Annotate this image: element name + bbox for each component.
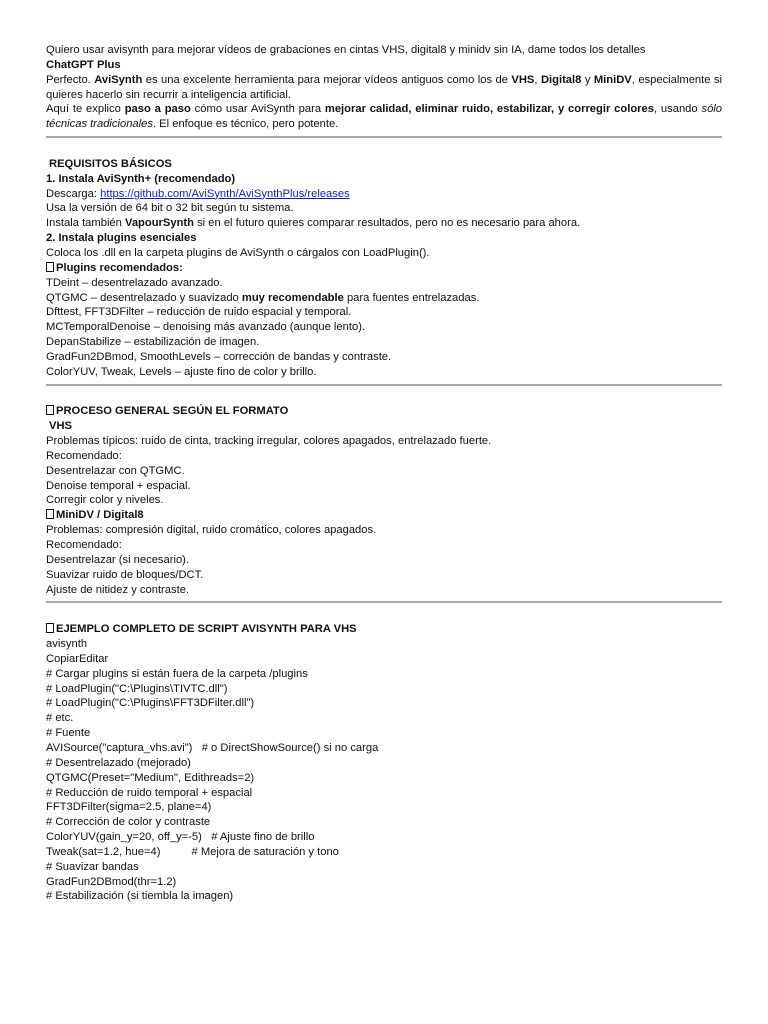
minidv-line: Problemas: compresión digital, ruido cromático, colores apagados. (46, 524, 377, 537)
code-line: # Cargar plugins si están fuera de la carpeta /plugins (46, 667, 308, 680)
ejemplo-heading (46, 622, 722, 637)
code-line: # LoadPlugin("C:\Plugins\FFT3DFilter.dll") (46, 697, 255, 710)
missing-glyph-icon (46, 262, 54, 272)
user-question: Quiero usar avisynth para mejorar vídeos de grabaciones en cintas VHS, digital8 y minidv sin IA, dame todos los detalles (46, 44, 646, 56)
code-line: # etc. (46, 712, 74, 725)
dll-note: Coloca los .dll en la carpeta plugins de AviSynth o cárgalos con LoadPlugin(). (46, 246, 430, 259)
missing-glyph-icon (46, 509, 54, 519)
text-run-bold: mejorar calidad, eliminar ruido, estabilizar, y corregir colores (324, 103, 654, 116)
copy-edit-button[interactable]: CopiarEditar (46, 652, 109, 665)
download-link[interactable]: https://github.com/AviSynth/AviSynthPlus/releases (100, 187, 350, 200)
text-run: Aquí te explico (46, 103, 125, 116)
vhs-line: Problemas típicos: ruido de cinta, tracking irregular, colores apagados, entrelazado fuerte. (46, 435, 492, 448)
section-divider (46, 384, 722, 386)
code-line: # Reducción de ruido temporal + espacial (46, 786, 253, 799)
minidv-line: Suavizar ruido de bloques/DCT. (46, 568, 204, 581)
step-2-heading: 2. Instala plugins esenciales (46, 232, 197, 245)
text-run: cómo usar AviSynth para (190, 103, 325, 116)
plugin-item: MCTemporalDenoise – denoising más avanzado (aunque lento). (46, 321, 366, 334)
text-run: , usando (653, 103, 702, 116)
text-run: si en el futuro quieres comparar resultados, pero no es necesario para ahora. (193, 217, 581, 230)
missing-glyph-icon (46, 623, 54, 633)
code-line: # Corrección de color y contraste (46, 816, 211, 829)
text-run-bold: VapourSynth (124, 217, 194, 230)
plugin-item: GradFun2DBmod, SmoothLevels – corrección de bandas y contraste. (46, 350, 392, 363)
minidv-line: Recomendado: (46, 539, 122, 551)
code-line: AVISource("captura_vhs.avi") # o DirectShowSource() si no carga (46, 741, 379, 754)
code-line: # Estabilización (si tiembla la imagen) (46, 890, 234, 903)
text-run-bold: paso a paso (124, 103, 191, 116)
code-line: # Desentrelazado (mejorado) (46, 756, 191, 769)
code-line: Tweak(sat=1.2, hue=4) # Mejora de saturación y tono (46, 845, 339, 858)
text-run-italic: sólo técnicas tradicionales (46, 103, 726, 131)
text-run: para fuentes entrelazadas. (343, 291, 480, 304)
code-line: FFT3DFilter(sigma=2.5, plane=4) (46, 801, 212, 814)
section-divider (46, 601, 722, 603)
plugin-qtgmc (46, 291, 722, 306)
intro-paragraph-2 (46, 102, 726, 132)
document-content (46, 43, 726, 904)
vhs-line: Corregir color y niveles. (46, 494, 164, 507)
code-line: QTGMC(Preset="Medium", Edithreads=2) (46, 771, 255, 784)
plugin-item: Dfttest, FFT3DFilter – reducción de ruido espacial y temporal. (46, 306, 352, 319)
requisitos-heading: REQUISITOS BÁSICOS (49, 157, 172, 170)
proceso-heading (46, 404, 722, 419)
plugin-item: ColorYUV, Tweak, Levels – ajuste fino de color y brillo. (46, 365, 317, 378)
step-1-heading: 1. Instala AviSynth+ (recomendado) (46, 172, 236, 185)
text-run: es una excelente herramienta para mejorar vídeos antiguos como los de (142, 73, 512, 86)
text-run-bold: AviSynth (94, 73, 143, 86)
minidv-line: Desentrelazar (si necesario). (46, 553, 190, 566)
text-run: y (581, 73, 594, 86)
code-block (46, 667, 722, 905)
version-note: Usa la versión de 64 bit o 32 bit según tu sistema. (46, 202, 294, 215)
spacer (46, 142, 722, 157)
minidv-heading (46, 508, 722, 523)
code-line: GradFun2DBmod(thr=1.2) (46, 875, 177, 888)
missing-glyph-icon (46, 405, 54, 415)
text-run-bold: muy recomendable (241, 291, 344, 304)
plugin-item: DepanStabilize – estabilización de imagen. (46, 336, 260, 349)
text-run: . El enfoque es técnico, pero potente. (152, 118, 339, 131)
vhs-line: Denoise temporal + espacial. (46, 479, 191, 492)
section-divider (46, 136, 722, 138)
plugin-tdeint: TDeint – desentrelazado avanzado. (46, 276, 223, 289)
code-line: # LoadPlugin("C:\Plugins\TIVTC.dll") (46, 682, 228, 695)
ejemplo-heading-text: EJEMPLO COMPLETO DE SCRIPT AVISYNTH PARA VHS (56, 623, 357, 636)
text-run: , (534, 73, 541, 86)
intro-paragraph-1 (46, 73, 726, 103)
text-run: QTGMC – desentrelazado y suavizado (46, 291, 242, 304)
plugins-heading-text: Plugins recomendados: (56, 261, 183, 274)
minidv-heading-text: MiniDV / Digital8 (56, 509, 144, 522)
text-run-bold: MiniDV (593, 73, 632, 86)
vhs-line: Recomendado: (46, 449, 122, 462)
code-line: ColorYUV(gain_y=20, off_y=-5) # Ajuste fino de brillo (46, 831, 315, 844)
text-run: Perfecto. (46, 73, 95, 86)
spacer (46, 390, 722, 405)
spacer (46, 607, 722, 622)
text-run: Instala también (46, 217, 125, 230)
code-line: # Fuente (46, 727, 91, 740)
minidv-line: Ajuste de nitidez y contraste. (46, 583, 190, 596)
speaker-label: ChatGPT Plus (46, 58, 121, 71)
plugins-heading (46, 261, 722, 276)
text-run: , especialmente si quieres hacerlo sin recurrir a inteligencia artificial. (46, 73, 726, 101)
code-line: # Suavizar bandas (46, 860, 139, 873)
vhs-heading: VHS (49, 420, 73, 433)
download-line (46, 187, 722, 202)
download-label: Descarga: (46, 187, 101, 200)
vapoursynth-note (46, 216, 722, 231)
proceso-heading-text: PROCESO GENERAL SEGÚN EL FORMATO (56, 405, 289, 418)
vhs-line: Desentrelazar con QTGMC. (46, 464, 185, 477)
text-run-bold: VHS (511, 73, 535, 86)
code-language-label: avisynth (46, 638, 88, 651)
text-run-bold: Digital8 (540, 73, 582, 86)
